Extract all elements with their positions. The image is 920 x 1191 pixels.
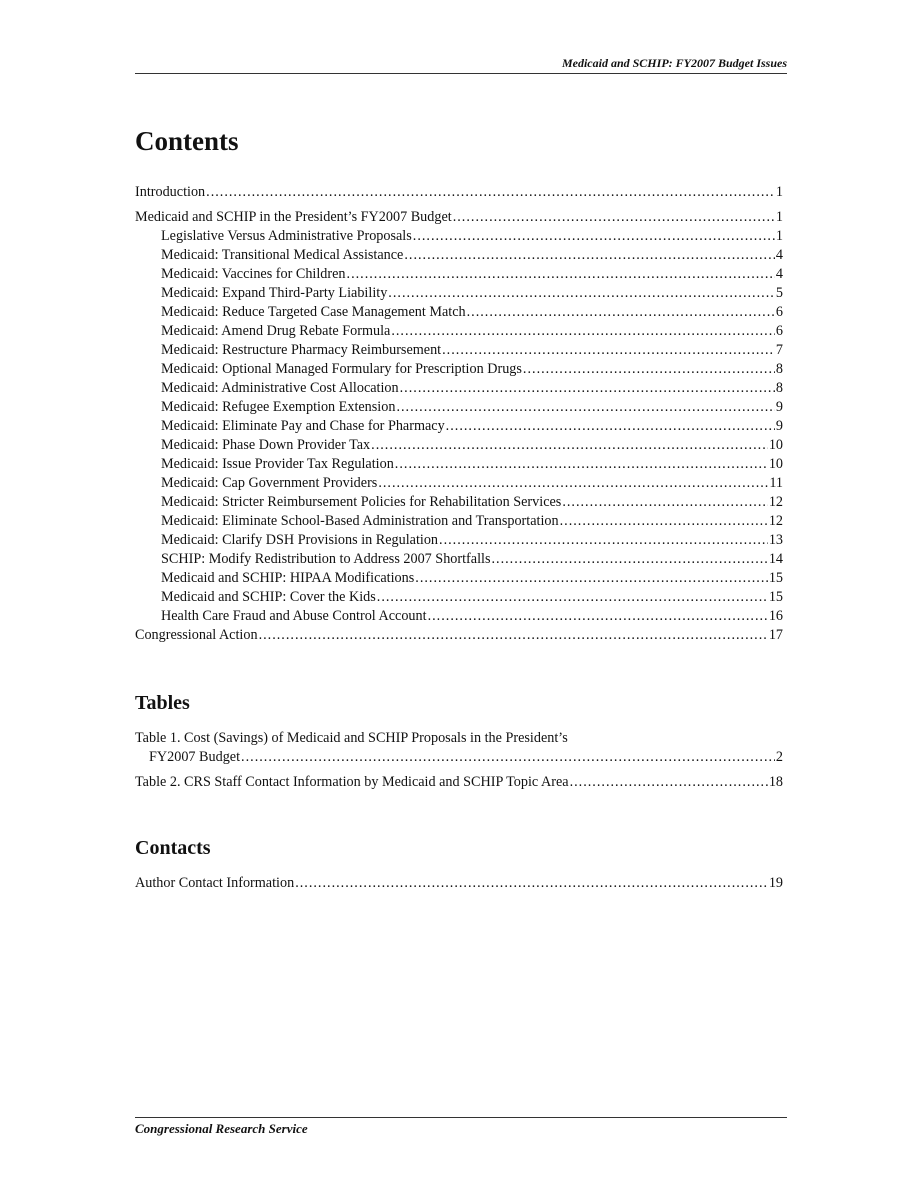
table-entry-1-line2: FY2007 Budget ..... 2 — [135, 748, 783, 767]
contacts-section — [135, 834, 783, 893]
toc-entry[interactable]: Medicaid: Cap Government Providers ..... 11 — [135, 474, 783, 493]
toc-entry[interactable]: Medicaid: Administrative Cost Allocation ..... 8 — [135, 379, 783, 398]
table-entry-1-line1: Table 1. Cost (Savings) of Medicaid and SCHIP Proposals in the President’s — [135, 730, 568, 746]
toc-entry[interactable]: Medicaid: Transitional Medical Assistance ..... 4 — [135, 246, 783, 265]
toc-body — [135, 121, 783, 893]
table-entry-2[interactable]: Table 2. CRS Staff Contact Information by Medicaid and SCHIP Topic Area ..... 18 — [135, 773, 783, 792]
header-rule — [135, 73, 787, 74]
toc-entry[interactable]: Medicaid: Reduce Targeted Case Management Match ..... 6 — [135, 303, 783, 322]
toc-entry-presidents-budget[interactable]: Medicaid and SCHIP in the President’s FY2007 Budget ..... 1 — [135, 208, 783, 227]
toc-entry[interactable]: Medicaid: Restructure Pharmacy Reimbursement ..... 7 — [135, 341, 783, 360]
toc-entry[interactable]: Medicaid: Refugee Exemption Extension ..... 9 — [135, 398, 783, 417]
contacts-heading: Contacts — [135, 837, 211, 859]
toc-entry[interactable]: Medicaid: Stricter Reimbursement Policies for Rehabilitation Services ..... 12 — [135, 493, 783, 512]
toc-entry[interactable]: Medicaid and SCHIP: HIPAA Modifications ..... 15 — [135, 569, 783, 588]
toc-entry[interactable]: Medicaid: Optional Managed Formulary for Prescription Drugs ..... 8 — [135, 360, 783, 379]
toc-entry[interactable]: Medicaid: Vaccines for Children ..... 4 — [135, 265, 783, 284]
toc-entry[interactable]: Medicaid: Expand Third-Party Liability ..... 5 — [135, 284, 783, 303]
toc-entry[interactable]: SCHIP: Modify Redistribution to Address 2007 Shortfalls ..... 14 — [135, 550, 783, 569]
contents-heading: Contents — [135, 126, 239, 156]
toc-entry[interactable]: Medicaid and SCHIP: Cover the Kids ..... 15 — [135, 588, 783, 607]
running-footer: Congressional Research Service — [135, 1121, 308, 1136]
tables-section — [135, 689, 783, 792]
footer-rule — [135, 1117, 787, 1118]
toc-entry[interactable]: Medicaid: Issue Provider Tax Regulation ..... 10 — [135, 455, 783, 474]
contact-entry-author[interactable]: Author Contact Information ..... 19 — [135, 874, 783, 893]
contents-list — [135, 183, 783, 645]
running-header: Medicaid and SCHIP: FY2007 Budget Issues — [561, 56, 787, 70]
tables-heading: Tables — [135, 692, 190, 714]
table-entry-1[interactable] — [135, 729, 783, 767]
toc-entry[interactable]: Medicaid: Clarify DSH Provisions in Regulation ..... 13 — [135, 531, 783, 550]
toc-entry[interactable]: Medicaid: Eliminate School-Based Administration and Transportation ..... 12 — [135, 512, 783, 531]
toc-entry[interactable]: Medicaid: Amend Drug Rebate Formula ..... 6 — [135, 322, 783, 341]
toc-entry[interactable]: Health Care Fraud and Abuse Control Account ..... 16 — [135, 607, 783, 626]
toc-entry-introduction[interactable]: Introduction ..... 1 — [135, 183, 783, 202]
toc-entry[interactable]: Medicaid: Phase Down Provider Tax ..... 10 — [135, 436, 783, 455]
toc-entry[interactable]: Legislative Versus Administrative Proposals ..... 1 — [135, 227, 783, 246]
toc-entry-congressional-action[interactable]: Congressional Action ..... 17 — [135, 626, 783, 645]
toc-entry[interactable]: Medicaid: Eliminate Pay and Chase for Pharmacy ..... 9 — [135, 417, 783, 436]
